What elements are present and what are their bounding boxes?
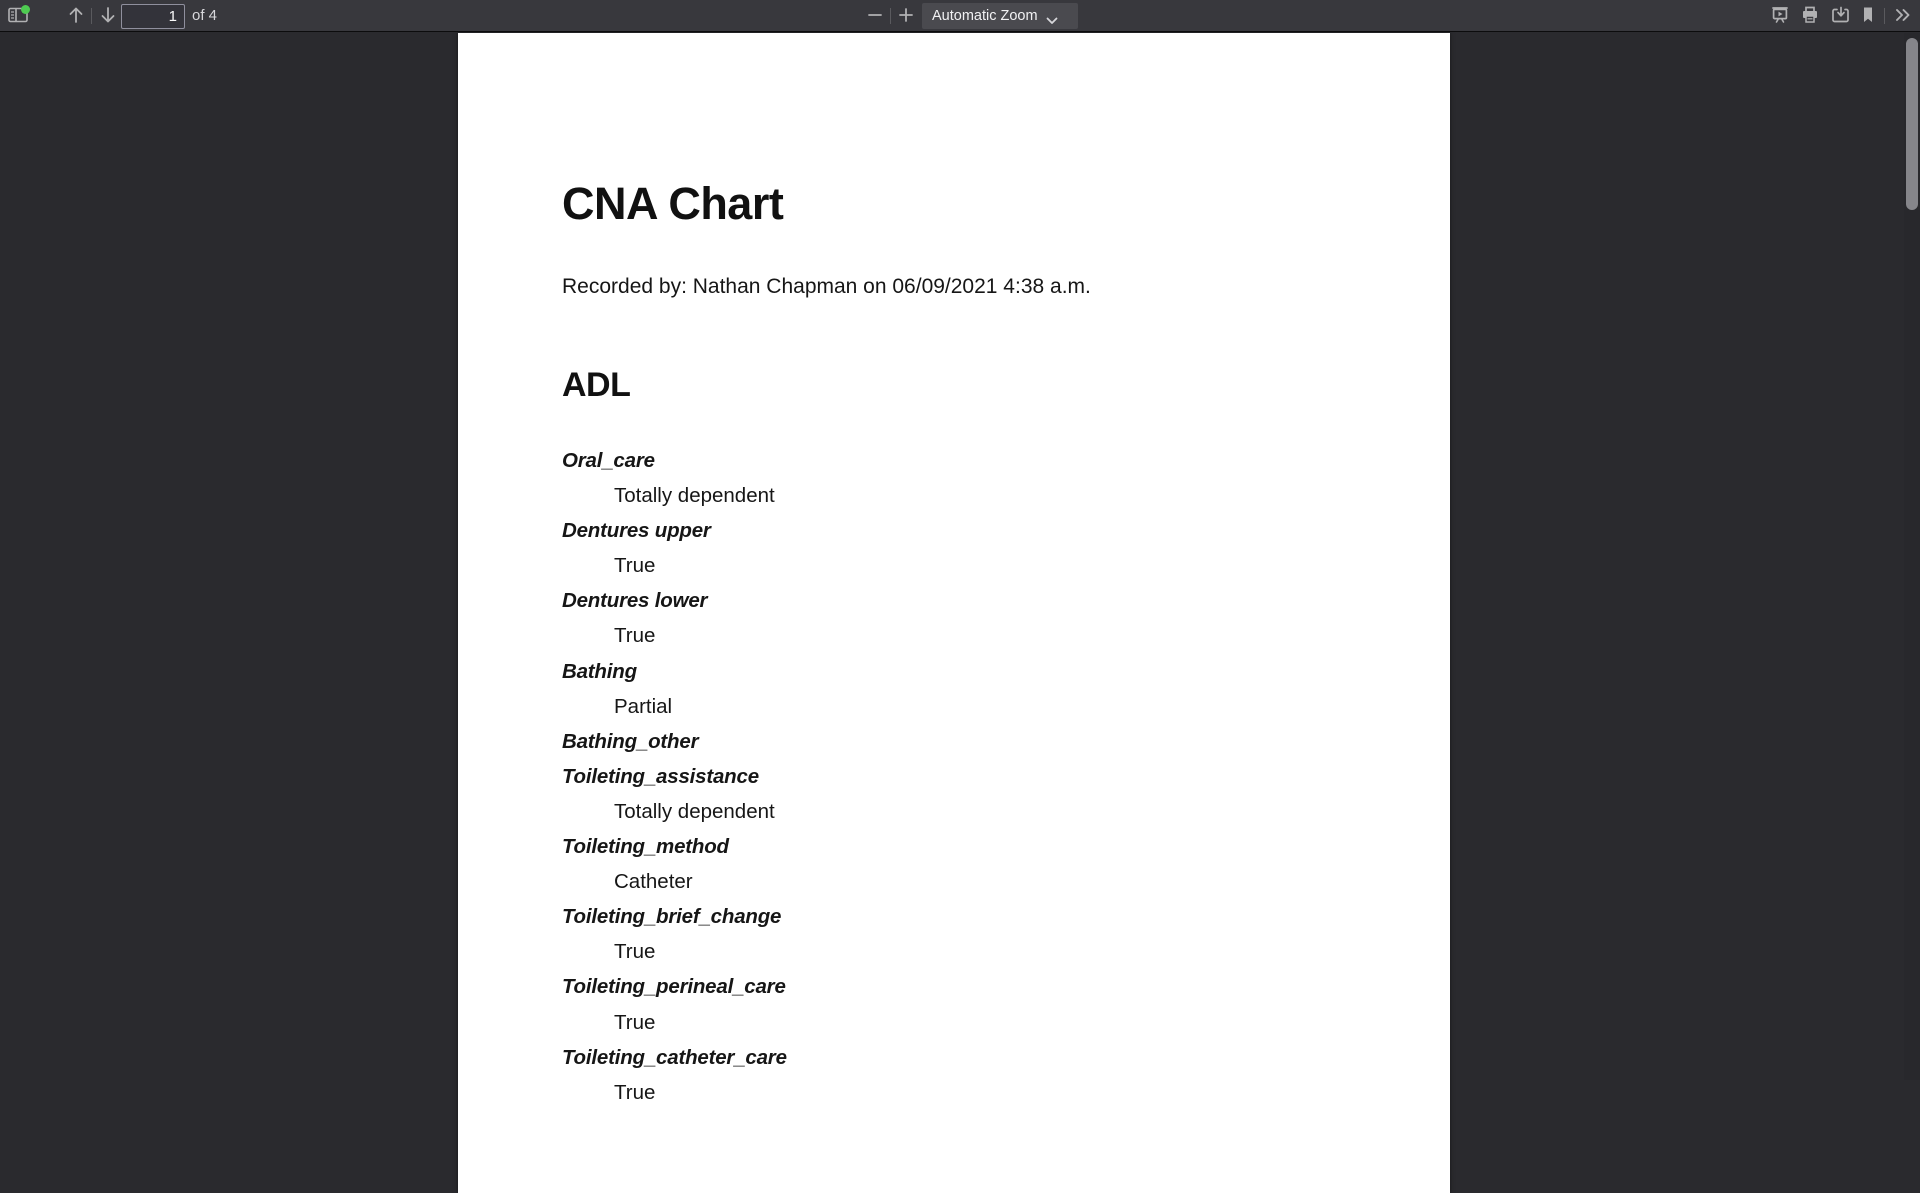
field-value: Catheter	[614, 870, 693, 894]
field-label: Toileting_assistance	[562, 764, 759, 788]
field-label: Dentures upper	[562, 519, 711, 543]
chevron-down-icon	[1046, 12, 1058, 30]
field-row	[562, 829, 1390, 899]
zoom-in-button[interactable]	[893, 3, 919, 29]
field-value: True	[614, 1010, 656, 1034]
field-list	[562, 443, 1390, 1110]
bookmark-icon	[1861, 6, 1875, 27]
zoom-level-dropdown[interactable]	[922, 3, 1078, 29]
toolbar-separator	[1884, 8, 1885, 24]
bookmark-button[interactable]	[1855, 3, 1881, 29]
minus-icon	[867, 7, 883, 26]
field-label: Dentures lower	[562, 589, 708, 613]
save-button[interactable]	[1827, 3, 1853, 29]
zoom-out-button[interactable]	[862, 3, 888, 29]
field-label: Toileting_catheter_care	[562, 1045, 787, 1069]
field-row	[562, 969, 1390, 1039]
field-row	[562, 513, 1390, 583]
page-count-label: of 4	[192, 7, 218, 24]
field-value: Partial	[614, 694, 673, 718]
presentation-mode-button[interactable]	[1767, 3, 1793, 29]
field-value: Totally dependent	[614, 484, 775, 508]
field-value: Totally dependent	[614, 799, 775, 823]
field-value: True	[614, 940, 656, 964]
field-row	[562, 583, 1390, 653]
field-label: Toileting_brief_change	[562, 905, 782, 929]
field-value: True	[614, 554, 656, 578]
recorded-by-line: Recorded by: Nathan Chapman on 06/09/2021 4:38 a.m.	[562, 275, 1091, 298]
document-title: CNA Chart	[562, 178, 784, 229]
field-row	[562, 724, 1390, 759]
field-label: Bathing_other	[562, 729, 699, 753]
toggle-sidebar-button[interactable]	[5, 3, 31, 29]
pdf-viewer-area	[0, 33, 1920, 1104]
previous-page-button[interactable]	[63, 3, 89, 29]
tools-menu-button[interactable]	[1890, 3, 1916, 29]
field-row	[562, 654, 1390, 724]
presentation-icon	[1771, 6, 1789, 27]
plus-icon	[898, 7, 914, 26]
double-chevron-right-icon	[1894, 8, 1912, 25]
download-icon	[1831, 6, 1850, 27]
field-label: Toileting_perineal_care	[562, 975, 786, 999]
field-row	[562, 899, 1390, 969]
vertical-scrollbar[interactable]	[1904, 33, 1920, 1080]
next-page-button[interactable]	[95, 3, 121, 29]
toolbar-separator	[890, 8, 891, 24]
printer-icon	[1801, 6, 1819, 27]
arrow-down-icon	[100, 6, 116, 27]
scrollbar-thumb[interactable]	[1906, 38, 1918, 210]
field-row	[562, 443, 1390, 513]
field-label: Bathing	[562, 659, 637, 683]
field-label: Oral_care	[562, 449, 655, 472]
zoom-level-label: Automatic Zoom	[932, 8, 1038, 24]
field-value: True	[614, 1080, 656, 1104]
field-label: Toileting_method	[562, 835, 729, 859]
field-row	[562, 1040, 1390, 1110]
pdf-page	[458, 33, 1450, 1193]
page-number-input[interactable]	[121, 4, 185, 29]
field-row	[562, 759, 1390, 829]
pdf-toolbar	[0, 0, 1920, 32]
sidebar-notification-dot	[21, 5, 30, 14]
section-heading: ADL	[562, 366, 631, 404]
page-content	[458, 33, 1450, 1110]
arrow-up-icon	[68, 6, 84, 27]
print-button[interactable]	[1797, 3, 1823, 29]
field-value: True	[614, 624, 656, 648]
toolbar-separator	[91, 8, 92, 24]
